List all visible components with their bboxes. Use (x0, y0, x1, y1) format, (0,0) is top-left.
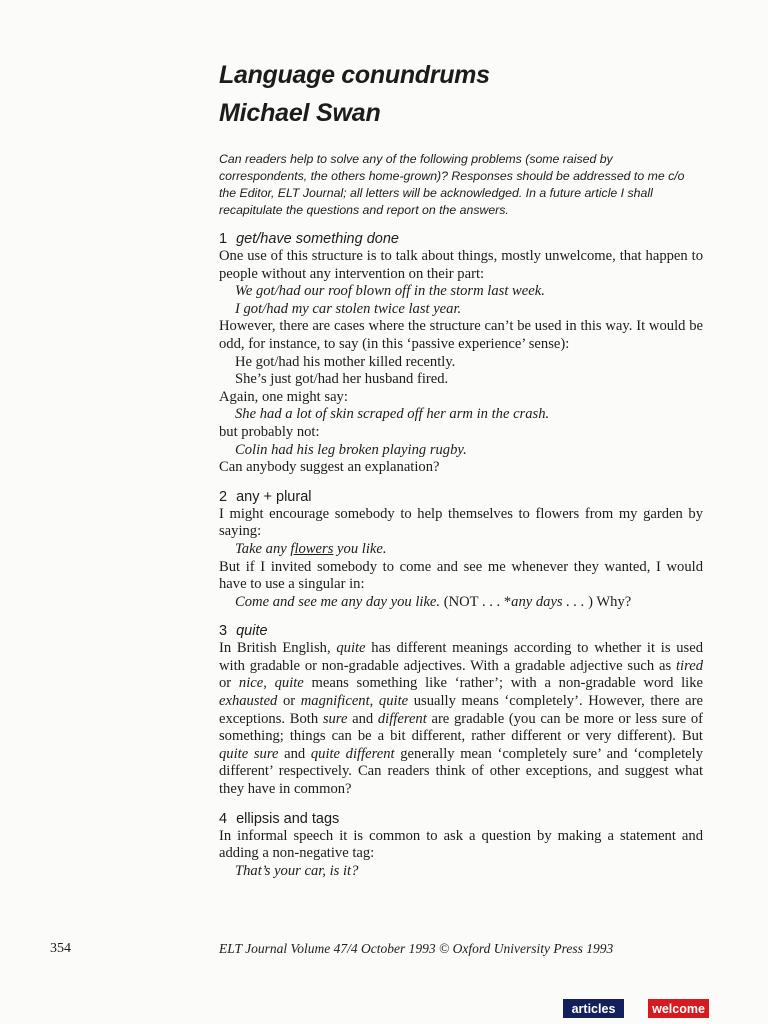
italic-term: exhausted (219, 693, 278, 710)
example: She’s just got/had her husband fired. (235, 371, 449, 388)
example-text: (NOT . . . * (440, 593, 512, 610)
section-number: 1 (219, 231, 228, 247)
article (219, 60, 703, 880)
italic-term: quite (378, 693, 409, 710)
section-number: 4 (219, 810, 228, 827)
section-number: 2 (219, 488, 228, 505)
italic-term: sure (322, 710, 348, 727)
journal-citation: ELT Journal Volume 47/4 October 1993 © Oxford University Press 1993 (219, 941, 614, 956)
intro-paragraph: Can readers help to solve any of the following problems (some raised by correspondents, the others home-grown)? Responses should be addressed to me c/o the Editor, ELT Journal; all letters will be acknowledged. In a future article I shall recapitulate the questions and report on the answers. (219, 152, 685, 217)
text: , (369, 693, 379, 710)
section-3 (219, 623, 703, 798)
text: and (347, 710, 378, 727)
example: She had a lot of skin scraped off her arm in the crash. (235, 406, 550, 423)
text: In British English, (219, 640, 337, 657)
example (235, 541, 703, 559)
section-4 (219, 811, 703, 881)
italic-term: tired (675, 657, 703, 674)
section-1 (219, 231, 703, 477)
example: That’s your car, is it? (235, 862, 359, 879)
text: usually means ‘completely’. However, there are exceptions. Both (219, 693, 703, 727)
example: I got/had my car stolen twice last year. (235, 300, 462, 317)
text: or (219, 675, 239, 692)
italic-term: quite (274, 675, 304, 692)
example (235, 594, 703, 612)
paragraph (219, 640, 703, 798)
example-text: ) Why? (584, 593, 632, 610)
text: , (263, 675, 275, 692)
text: means something like ‘rather’; with a non-gradable word like (303, 675, 704, 692)
underlined-word: flowers (290, 540, 334, 557)
text: and (278, 745, 311, 762)
italic-term: quite (336, 640, 366, 657)
section-heading (219, 811, 703, 828)
section-title: any + plural (236, 488, 312, 505)
italic-term: quite sure (219, 745, 279, 762)
article-title: Language conundrums (219, 61, 490, 89)
paragraph: I might encourage somebody to help themselves to flowers from my garden by saying: (219, 505, 703, 540)
paragraph: However, there are cases where the structure can’t be used in this way. It would be odd, for instance, to say (in this ‘passive experience’ sense): (219, 318, 703, 352)
paragraph: One use of this structure is to talk about things, mostly unwelcome, that happen to people without any intervention on their part: (219, 248, 703, 282)
paragraph: but probably not: (219, 423, 320, 440)
example-text: Come and see me any day you like. (235, 593, 441, 610)
text: generally mean ‘completely sure’ and ‘completely different’ respectively. Can readers think of other exceptions, and suggest what they have in common? (219, 745, 704, 798)
article-author: Michael Swan (219, 99, 381, 127)
italic-term: quite different (310, 745, 395, 762)
section-heading (219, 231, 703, 248)
italic-term: magnificent (300, 693, 370, 710)
articles-button[interactable]: articles (563, 999, 624, 1018)
section-number: 3 (219, 623, 228, 640)
section-heading (219, 489, 703, 506)
example: He got/had his mother killed recently. (235, 353, 456, 370)
paragraph: In informal speech it is common to ask a question by making a statement and adding a non-negative tag: (219, 827, 703, 862)
text: has different meanings according to whether it is used with gradable or non-gradable adjectives. With a gradable adjective such as (219, 640, 703, 674)
section-2 (219, 489, 703, 612)
example: Colin had his leg broken playing rugby. (235, 441, 467, 458)
section-title: ellipsis and tags (236, 810, 340, 827)
example: We got/had our roof blown off in the storm last week. (235, 283, 545, 300)
text: are gradable (you can be more or less sure of something; things can be a bit different, rather different or very different). But (219, 710, 703, 745)
section-title: quite (236, 623, 268, 640)
example-text: you like. (333, 540, 387, 557)
italic-term: different (377, 710, 427, 727)
section-heading (219, 623, 703, 640)
paragraph: But if I invited somebody to come and see me whenever they wanted, I would have to use a singular in: (219, 558, 703, 593)
paragraph: Again, one might say: (219, 388, 348, 405)
page-number: 354 (50, 941, 71, 956)
italic-term: nice (238, 675, 264, 692)
paragraph: Can anybody suggest an explanation? (219, 459, 440, 476)
section-title: get/have something done (236, 231, 399, 247)
text: or (277, 693, 301, 710)
example-text: any days . . . (511, 593, 585, 610)
welcome-button[interactable]: welcome (648, 999, 709, 1018)
example-text: Take any (235, 540, 291, 557)
